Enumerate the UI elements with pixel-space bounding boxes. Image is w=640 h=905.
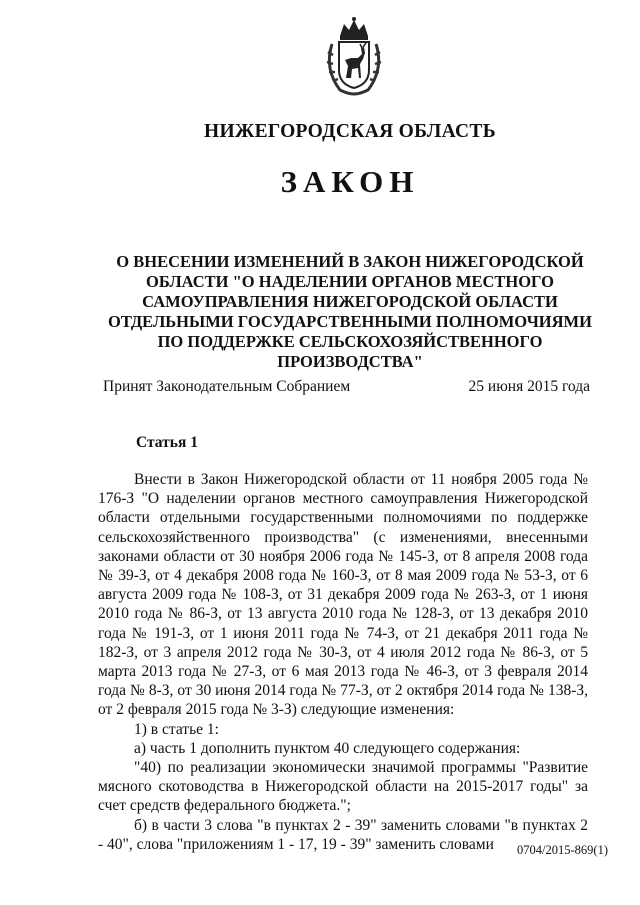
article-body: [98, 470, 588, 854]
item-1a-quote: "40) по реализации экономически значимой программы "Развитие мясного скотоводства в Нижегородской области на 2015-2017 годы" за счет средств федерального бюджета.";: [98, 759, 588, 815]
adoption-date: 25 июня 2015 года: [468, 378, 590, 395]
article-heading: Статья 1: [136, 434, 198, 451]
law-title: О ВНЕСЕНИИ ИЗМЕНЕНИЙ В ЗАКОН НИЖЕГОРОДСКОЙ ОБЛАСТИ "О НАДЕЛЕНИИ ОРГАНОВ МЕСТНОГО САМОУПРАВЛЕНИЯ НИЖЕГОРОДСКОЙ ОБЛАСТИ ОТДЕЛЬНЫМИ ГОСУДАРСТВЕННЫМИ ПОЛНОМОЧИЯМИ ПО ПОДДЕРЖКЕ СЕЛЬСКОХОЗЯЙСТВЕННОГО ПРОИЗВОДСТВА": [108, 252, 592, 371]
item-1b: б) в части 3 слова "в пунктах 2 - 39" заменить словами "в пунктах 2 - 40", слова "приложениям 1 - 17, 19 - 39" заменить словами: [98, 816, 588, 853]
item-1a: а) часть 1 дополнить пунктом 40 следующего содержания:: [134, 739, 521, 757]
nizhny-novgorod-coat-of-arms-icon: [318, 14, 390, 98]
item-1: 1) в статье 1:: [134, 720, 219, 738]
region-name: НИЖЕГОРОДСКАЯ ОБЛАСТЬ: [204, 121, 496, 142]
document-type: ЗАКОН: [280, 164, 420, 199]
article-intro: Внести в Закон Нижегородской области от 11 ноября 2005 года № 176-З "О наделении органов местного самоуправления Нижегородской области отдельными государственными полномочиями по поддержке сельскохозяйственного производства" (с изменениями, внесенными законами области от 30 ноября 2006 года № 145-З, от 8 апреля 2008 года № 39-З, от 4 декабря 2008 года № 160-З, от 8 мая 2009 года № 53-З, от 6 августа 2009 года № 108-З, от 31 декабря 2009 года № 263-З, от 1 июня 2010 года № 86-З, от 13 августа 2010 года № 128-З, от 13 декабря 2010 года № 191-З, от 1 июня 2011 года № 74-З, от 21 декабря 2011 года № 182-З, от 3 апреля 2012 года № 30-З, от 4 июля 2012 года № 86-З, от 5 марта 2013 года № 27-З, от 6 мая 2013 года № 46-З, от 3 февраля 2014 года № 8-З, от 30 июня 2014 года № 77-З, от 2 октября 2014 года № 138-З, от 2 февраля 2015 года № 3-З) следующие изменения:: [98, 471, 588, 719]
adoption-label: Принят Законодательным Собранием: [103, 378, 351, 395]
adoption-line: [103, 378, 590, 396]
document-code: 0704/2015-869(1): [517, 843, 608, 857]
